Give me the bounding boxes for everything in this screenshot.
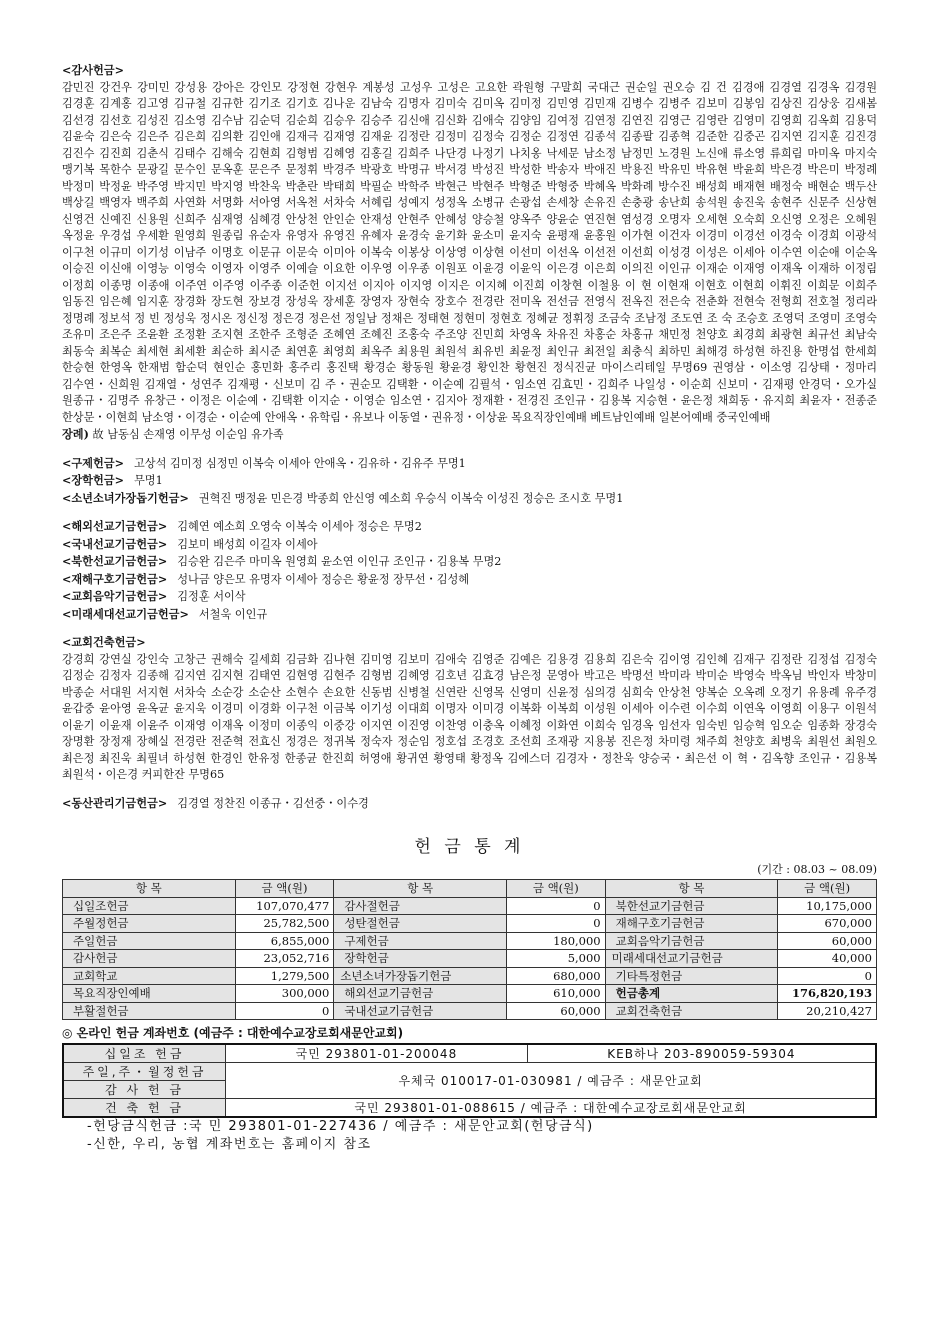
col-amount: 금 액(원) — [235, 880, 334, 898]
stats-row — [63, 985, 877, 1003]
music-fund-title: <교회음악기금헌금> — [62, 589, 168, 603]
stats-item: 목요직장인예배 — [63, 985, 236, 1003]
domestic-mission-title: <국내선교기금헌금> — [62, 536, 168, 551]
overseas-mission-line — [62, 518, 877, 536]
stats-row — [63, 950, 877, 968]
relief-title: <구제헌금> — [62, 455, 124, 470]
youth-support-line — [62, 490, 877, 508]
stats-amount: 10,175,000 — [778, 897, 877, 915]
col-item: 항 목 — [334, 880, 507, 898]
overseas-mission-names: 김혜연 예소희 오영숙 이복숙 이세아 정승은 무명2 — [177, 520, 422, 533]
stats-amount: 0 — [235, 1002, 334, 1020]
gamsa-section — [62, 62, 877, 444]
stats-item: 소년소녀가장돕기헌금 — [334, 967, 507, 985]
gamsa-title: <감사헌금> — [62, 63, 124, 77]
stats-item: 주월정헌금 — [63, 915, 236, 933]
building-section — [62, 634, 877, 784]
stats-item: 교회건축헌금 — [605, 1002, 778, 1020]
stats-row — [63, 932, 877, 950]
stats-amount: 60,000 — [506, 1002, 605, 1020]
building-names: 강경희 강연실 강인숙 고창근 권해숙 길세희 김금화 김나현 김미영 김보미 김애숙 김영준 김예은 김용경 김용희 김은숙 김이영 김인혜 김재구 김정란 김정섭 김정숙 김정순 김정자 김종해 김지연 김지현 김태연 김현영 김현주 김형범 김혜영 김호년 김효경 남은정 문영아 박고은 박명선 박미라 박미순 박영숙 박옥님 박인자 박창미 박종순 서대원 서지현 서차숙 소순강 소순산 소현수 손요한 신동범 신병철 신연란 신영목 신영미 신윤정 심의경 심희숙 안상천 양복순 오옥례 오정기 유용례 유주경 윤갑중 윤아영 윤옥균 윤지욱 이경미 이경화 이구천 이금복 이기성 이대희 이명자 이미경 이복화 이복희 이성원 이세아 이수련 이수희 이연옥 이영희 이용구 이원석 이윤기 이윤재 이윤주 이재영 이재옥 이정미 이종익 이중강 이지연 이진영 이찬영 이충옥 이혜정 이화연 이희숙 임경옥 임선자 임숙빈 임승혁 임오순 임종화 장경숙 장명환 장정재 장혜실 전경란 전준혁 전효신 정경은 정귀복 정숙자 정순임 정호섭 조경호 조선희 조재광 지용봉 진은정 차미령 채주희 천양호 최병욱 최원선 최원오 최은정 최진욱 최필녀 하성현 한경인 한유정 한종균 한진희 허영애 황귀연 황영태 황정옥 김에스더 김경자・정찬욱 양승국・최은선 이 혁・김옥향 조인규・김용복 최원석・이은경 커피한잔 무명65 — [62, 652, 877, 781]
building-title: <교회건축헌금> — [62, 635, 146, 649]
stats-amount: 300,000 — [235, 985, 334, 1003]
next-gen-names: 서철욱 이인규 — [198, 607, 268, 621]
col-item: 항 목 — [605, 880, 778, 898]
stats-amount: 670,000 — [778, 915, 877, 933]
facility-title: <동산관리기금헌금> — [62, 795, 168, 810]
account-row — [63, 1044, 876, 1063]
funeral-label: 장례) — [62, 427, 89, 441]
stats-amount: 6,855,000 — [235, 932, 334, 950]
stats-item: 미래세대선교기금헌금 — [605, 950, 778, 968]
accounts-table — [62, 1043, 877, 1118]
bulletin-page — [62, 62, 877, 1154]
stats-amount: 0 — [506, 897, 605, 915]
domestic-mission-names: 김보미 배성희 이길자 이세아 — [177, 537, 318, 551]
scholarship-title: <장학헌금> — [62, 473, 124, 487]
stats-title: 헌 금 통 계 — [414, 837, 525, 857]
music-fund-names: 김정훈 서이삭 — [177, 590, 246, 603]
stats-item: 해외선교기금헌금 — [334, 985, 507, 1003]
youth-support-names: 권혁진 맹정윤 민은경 박종희 안신영 예소희 우승식 이복숙 이성진 정승은 조시호 무명1 — [198, 491, 624, 505]
col-amount: 금 액(원) — [778, 880, 877, 898]
stats-amount: 40,000 — [778, 950, 877, 968]
nk-mission-line — [62, 553, 877, 571]
stats-row — [63, 897, 877, 915]
account-note: -신한, 우리, 농협 계좌번호는 홈페이지 참조 — [87, 1137, 372, 1152]
stats-amount: 0 — [778, 967, 877, 985]
stats-table — [62, 879, 877, 1020]
account-row — [63, 1099, 876, 1118]
domestic-mission-line — [62, 536, 877, 554]
stats-item: 주일헌금 — [63, 932, 236, 950]
stats-header-row — [63, 880, 877, 898]
nk-mission-names: 김승완 김은주 마미옥 원영희 윤소연 이인규 조인규・김용복 무명2 — [177, 555, 502, 568]
next-gen-title: <미래세대선교기금헌금> — [62, 606, 189, 621]
account-number: 국민 293801-01-088615 / 예금주 : 대한예수교장로회새문안교회 — [226, 1099, 876, 1118]
scholarship-names: 무명1 — [133, 474, 163, 487]
scholarship-line — [62, 472, 877, 490]
account-number: 국민 293801-01-200048 — [226, 1044, 528, 1063]
stats-amount: 610,000 — [506, 985, 605, 1003]
stats-item: 북한선교기금헌금 — [605, 897, 778, 915]
stats-amount: 23,052,716 — [235, 950, 334, 968]
youth-support-title: <소년소녀가장돕기헌금> — [62, 490, 189, 505]
facility-line — [62, 795, 877, 813]
stats-item: 장학헌금 — [334, 950, 507, 968]
funeral-names: 故 남동심 손재영 이무성 이순임 유가족 — [92, 428, 284, 441]
account-label: 감 사 헌 금 — [63, 1081, 226, 1099]
stats-amount: 60,000 — [778, 932, 877, 950]
stats-amount: 20,210,427 — [778, 1002, 877, 1020]
col-item: 항 목 — [63, 880, 236, 898]
stats-amount: 180,000 — [506, 932, 605, 950]
relief-names: 고상석 김미정 심정민 이복숙 이세아 안애옥・김유하・김유주 무명1 — [133, 456, 466, 470]
stats-amount: 680,000 — [506, 967, 605, 985]
stats-amount: 25,782,500 — [235, 915, 334, 933]
music-fund-line — [62, 588, 877, 606]
stats-item: 교회음악기금헌금 — [605, 932, 778, 950]
account-note: -헌당금식헌금 :국 민 293801-01-227436 / 예금주 : 새문안교회(헌당금식) — [87, 1119, 594, 1134]
stats-row — [63, 1002, 877, 1020]
gamsa-names: 감민진 강건우 강미민 강성용 강아은 강인모 강정현 강현우 계봉성 고성우 고성은 고요한 곽원형 구말희 국대근 권순일 권오승 김 건 김경애 김경열 김경옥 김경원 김경훈 김계홍 김고영 김규철 김규한 김기조 김기호 김나운 김남숙 김명자 김미숙 김미옥 김미정 김민영 김민재 김병수 김병주 김보미 김봉임 김상진 김상웅 김새봄 김선경 김선호 김성진 김소영 김수남 김순덕 김순희 김승우 김승주 김신애 김신화 김애숙 김양임 김여정 김연정 김연진 김영근 김영란 김영미 김영희 김옥희 김용덕 김윤숙 김은숙 김은주 김은희 김의환 김인애 김재극 김재영 김재윤 김정란 김정미 김정숙 김정순 김정연 김종석 김종팔 김종혁 김준한 김중곤 김지연 김지훈 김진경 김진수 김진희 김춘식 김태수 김해숙 김현희 김형범 김혜영 김홍길 김희주 나단경 나정기 나치옹 낙세문 남소정 남정민 노경원 노신애 류소영 류희림 마미옥 마지숙 맹기복 목한수 문광길 문수인 문옥훈 문은주 문정휘 박경주 박광호 박명규 박서경 박성진 박성한 박송자 박애진 박용진 박유민 박유현 박윤희 박은경 박은미 박정례 박정미 박정윤 박주영 박지민 박지영 박찬욱 박춘란 박태희 박필순 박학주 박현근 박현주 박형준 박형중 박혜옥 박화례 방수진 배성희 배재현 배정숙 배현순 백두산 백상길 백영자 백주희 사연화 서명화 서아영 서옥천 서차숙 서혜림 성예지 성정옥 소병규 손광섭 손세창 손유진 손충광 송난희 송석원 송진욱 송현주 신문주 신상현 신영건 신예진 신용원 신희주 심재영 심혜경 안상천 안인순 안재성 안현주 안혜성 양승철 양옥주 양윤순 연진현 염성경 오명자 오세현 오숙희 오신영 오정은 오혜원 옥정윤 우경섭 우세환 원영희 원종림 유순자 유영자 유영진 유혜자 윤경숙 윤기화 윤소미 윤지숙 윤평재 윤홍원 이가현 이건자 이경미 이경선 이경숙 이경희 이광석 이구천 이규미 이기성 이남주 이명호 이문규 이문숙 이미아 이복숙 이봉상 이상영 이상현 이선미 이선옥 이선전 이선희 이성경 이성은 이세아 이수연 이순애 이순옥 이승진 이신애 이영능 이영숙 이영자 이영주 이예슬 이요한 이우영 이우종 이원포 이윤경 이윤익 이은경 이은희 이의진 이인규 이재순 이재영 이재옥 이재하 이정림 이정희 이종명 이종애 이주연 이주영 이주종 이준헌 이지선 이지아 이지영 이지은 이지혜 이진희 이창현 이철용 이 현 이현재 이현호 이현희 이휘진 이희문 이희주 임동진 임은혜 임지훈 장경화 장도현 장보경 장성욱 장세훈 장영자 장현숙 장호수 전경란 전미옥 전선금 전영식 전옥진 전은숙 전춘화 전현숙 전형희 전호철 정리라 정명례 정보석 정 빈 정성욱 정시온 정신정 정은경 정은선 정일남 정채은 정태현 정현미 정현호 정혜균 정휘정 조금숙 조남정 조도연 조 숙 조승호 조영덕 조영미 조영숙 조유미 조은주 조윤환 조정환 조지현 조한주 조형준 조혜연 조혜진 조홍숙 주조양 진민희 차영옥 차유진 차홍순 차홍규 채민정 천양호 최경희 최광현 최규선 최남숙 최동숙 최복순 최세현 최세환 최순하 최시준 최연훈 최영희 최옥주 최용원 최원석 최유빈 최윤정 최인규 최전일 최충식 최하민 최해경 하성현 하진용 한명섭 한세희 한승현 한영옥 한재범 함순덕 현인순 홍민화 홍주리 홍진택 황경순 황동원 황윤경 황인찬 황현진 정식진균 마이스리테일 무명69 권영삼・이소영 김상태・정마리 김수연・신희원 김재열・성연주 김재평・신보미 김 주・권순모 김택환・이순예 김필석・임소연 김효민・김희주 나일성・이순희 신보미・김재평 안경덕・오가실 원종규・김명주 유창근・이정은 이순예・김택환 이지순・이영순 임소연・김지아 정재환・전경진 조인규・김용복 지승현・윤은정 채희동・유지희 최윤자・전종준 한상문・이현희 남소영・이경순・이순예 안애옥・유학림・유보나 이동열・권유정・이상윤 목요직장인예배 베트남인예배 일본어예배 중국인예배 — [62, 80, 877, 424]
stats-amount: 107,070,477 — [235, 897, 334, 915]
stats-item: 부활절헌금 — [63, 1002, 236, 1020]
facility-names: 김경열 정찬진 이종규・김선중・이수경 — [177, 796, 369, 810]
stats-row — [63, 967, 877, 985]
stats-amount: 1,279,500 — [235, 967, 334, 985]
stats-item: 성탄절헌금 — [334, 915, 507, 933]
next-gen-line — [62, 606, 877, 624]
disaster-relief-names: 성나금 양은모 유명자 이세아 정승은 황윤정 장무선・김성혜 — [177, 572, 470, 586]
account-number: KEB하나 203-890059-59304 — [527, 1044, 876, 1063]
disaster-relief-line — [62, 571, 877, 589]
stats-item: 재해구호기금헌금 — [605, 915, 778, 933]
col-amount: 금 액(원) — [506, 880, 605, 898]
disaster-relief-title: <재해구호기금헌금> — [62, 571, 168, 586]
overseas-mission-title: <해외선교기금헌금> — [62, 519, 168, 533]
accounts-title: ◎ 온라인 헌금 계좌번호 (예금주 : 대한예수교장로회새문안교회) — [62, 1026, 404, 1040]
stats-amount: 0 — [506, 915, 605, 933]
stats-period: (기간 : 08.03 ~ 08.09) — [757, 863, 877, 876]
account-label: 주일,주・월정헌금 — [63, 1063, 226, 1081]
stats-item: 십일조헌금 — [63, 897, 236, 915]
stats-item: 감사헌금 — [63, 950, 236, 968]
nk-mission-title: <북한선교기금헌금> — [62, 554, 168, 568]
stats-item: 감사절헌금 — [334, 897, 507, 915]
stats-amount: 176,820,193 — [778, 985, 877, 1003]
relief-line — [62, 455, 877, 473]
account-label: 십일조 헌금 — [63, 1044, 226, 1063]
stats-row — [63, 915, 877, 933]
account-number: 우체국 010017-01-030981 / 예금주 : 새문안교회 — [226, 1063, 876, 1099]
stats-item: 구제헌금 — [334, 932, 507, 950]
stats-item: 헌금총계 — [605, 985, 778, 1003]
account-label: 건 축 헌 금 — [63, 1099, 226, 1118]
stats-item: 기타특정헌금 — [605, 967, 778, 985]
stats-item: 국내선교기금헌금 — [334, 1002, 507, 1020]
stats-amount: 5,000 — [506, 950, 605, 968]
account-row — [63, 1063, 876, 1081]
stats-item: 교회학교 — [63, 967, 236, 985]
